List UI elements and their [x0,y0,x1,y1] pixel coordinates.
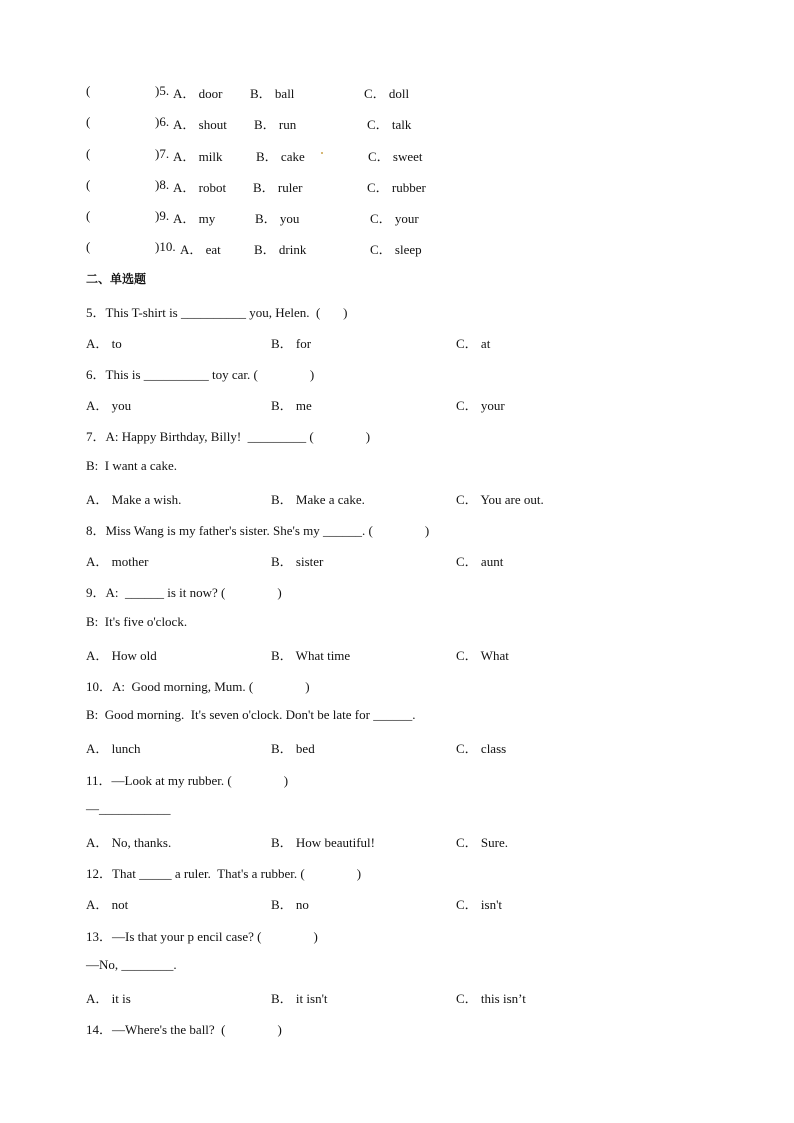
option-b: B． for [271,336,312,351]
option-c: C． Sure. [456,835,509,850]
option-b: B． run [254,117,297,132]
paren-open: ( [86,177,91,192]
option-c: C． your [456,398,505,413]
dialogue-line: B: It's five o'clock. [86,614,188,629]
option-b: B． Make a cake. [271,492,365,507]
option-b: B． cake [256,149,305,164]
option-c: C． What [456,648,509,663]
option-b: B． ball [250,86,295,101]
option-a: A． it is [86,991,131,1006]
question-stem: 8．Miss Wang is my father's sister. She's my ______. ( ) [86,523,430,538]
option-b: B． drink [254,242,307,257]
paren-open: ( [86,83,91,98]
option-b: B． me [271,398,312,413]
option-b: B． ruler [253,180,303,195]
option-c: C． rubber [367,180,426,195]
option-c: C． class [456,741,507,756]
option-c: C． aunt [456,554,504,569]
section-title: 二、单选题 [86,272,147,286]
stray-dot [321,152,323,154]
option-b: B． sister [271,554,324,569]
item-number: )5. [155,83,170,98]
option-a: A． not [86,897,129,912]
question-stem: 10．A: Good morning, Mum. ( ) [86,679,310,694]
item-number: )7. [155,146,170,161]
question-stem: 5．This T-shirt is __________ you, Helen. ( ) [86,305,348,320]
option-b: B． What time [271,648,351,663]
option-a: A． No, thanks. [86,835,172,850]
option-a: A． eat [180,242,221,257]
option-c: C． sweet [368,149,423,164]
question-stem: 9．A: ______ is it now? ( ) [86,585,282,600]
option-b: B． you [255,211,300,226]
option-a: A． Make a wish. [86,492,182,507]
paren-open: ( [86,146,91,161]
option-b: B． no [271,897,309,912]
option-c: C． isn't [456,897,503,912]
option-a: A． mother [86,554,149,569]
item-number: )10. [155,239,176,254]
dialogue-line: —No, ________. [86,957,177,972]
item-number: )6. [155,114,170,129]
option-c: C． your [370,211,419,226]
question-stem: 11．—Look at my rubber. ( ) [86,773,289,788]
question-stem: 13．—Is that your p encil case? ( ) [86,929,318,944]
option-a: A． robot [173,180,227,195]
option-c: C． sleep [370,242,422,257]
option-c: C． this isn’t [456,991,526,1006]
option-a: A． my [173,211,216,226]
question-stem: 7．A: Happy Birthday, Billy! _________ ( ) [86,429,371,444]
option-c: C． doll [364,86,410,101]
question-stem: 12．That _____ a ruler. That's a rubber. ( ) [86,866,362,881]
option-c: C． at [456,336,491,351]
option-a: A． How old [86,648,157,663]
option-c: C． You are out. [456,492,544,507]
option-a: A． shout [173,117,227,132]
paren-open: ( [86,208,91,223]
item-number: )9. [155,208,170,223]
option-a: A． lunch [86,741,141,756]
option-b: B． bed [271,741,315,756]
option-a: A． you [86,398,132,413]
dialogue-line: —___________ [86,801,171,816]
option-b: B． it isn't [271,991,328,1006]
item-number: )8. [155,177,170,192]
dialogue-line: B: Good morning. It's seven o'clock. Don't be late for ______. [86,707,416,722]
question-stem: 14．—Where's the ball? ( ) [86,1022,282,1037]
paren-open: ( [86,114,91,129]
dialogue-line: B: I want a cake. [86,458,177,473]
option-a: A． milk [173,149,223,164]
option-a: A． to [86,336,122,351]
paren-open: ( [86,239,91,254]
option-c: C． talk [367,117,412,132]
option-b: B． How beautiful! [271,835,375,850]
option-a: A． door [173,86,223,101]
question-stem: 6．This is __________ toy car. ( ) [86,367,315,382]
